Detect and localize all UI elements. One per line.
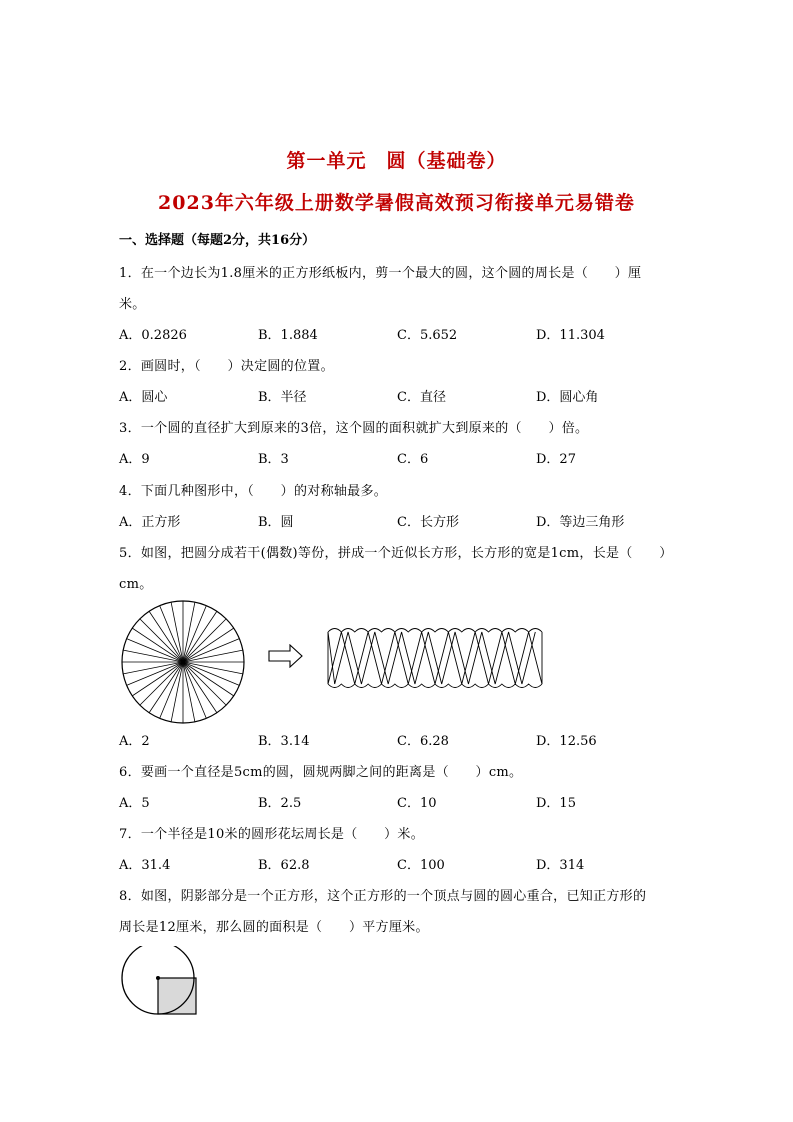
q6-option-a: A．5 (119, 796, 150, 811)
q6-option-c: C．10 (397, 796, 437, 811)
question-5-stem-cont: cm。 (119, 577, 153, 592)
q1-option-a: A．0.2826 (119, 328, 187, 343)
question-8-stem-cont: 周长是12厘米，那么圆的面积是（ ）平方厘米。 (119, 920, 429, 935)
question-8-stem: 8．如图，阴影部分是一个正方形，这个正方形的一个顶点与圆的圆心重合，已知正方形的 (119, 889, 647, 904)
q1-option-d: D．11.304 (536, 328, 605, 343)
question-5-stem: 5．如图，把圆分成若干(偶数)等份，拼成一个近似长方形，长方形的宽是1cm，长是（ ） (119, 546, 673, 561)
question-2-stem: 2．画圆时，（ ）决定圆的位置。 (119, 359, 334, 374)
page-subtitle: 2023年六年级上册数学暑假高效预习衔接单元易错卷 (158, 192, 635, 214)
divided-circle-figure (118, 597, 248, 727)
approximate-rectangle-figure (326, 628, 544, 688)
q3-option-c: C．6 (397, 452, 429, 467)
q3-option-a: A．9 (119, 452, 150, 467)
q7-option-b: B．62.8 (258, 858, 310, 873)
q5-option-d: D．12.56 (536, 734, 597, 749)
q2-option-b: B．半径 (258, 390, 307, 405)
q4-option-b: B．圆 (258, 515, 294, 530)
question-1-stem-cont: 米。 (119, 297, 146, 312)
q3-option-d: D．27 (536, 452, 576, 467)
q5-option-c: C．6.28 (397, 734, 449, 749)
page-title: 第一单元 圆（基础卷） (286, 150, 507, 172)
circle-square-figure (120, 946, 200, 1018)
q2-option-c: C．直径 (397, 390, 446, 405)
right-arrow-icon (268, 644, 304, 668)
question-6-stem: 6．要画一个直径是5cm的圆，圆规两脚之间的距离是（ ）cm。 (119, 765, 523, 780)
question-7-stem: 7．一个半径是10米的圆形花坛周长是（ ）米。 (119, 827, 425, 842)
q7-option-d: D．314 (536, 858, 585, 873)
q4-option-c: C．长方形 (397, 515, 459, 530)
q2-option-a: A．圆心 (119, 390, 168, 405)
q1-option-b: B．1.884 (258, 328, 318, 343)
q1-option-c: C．5.652 (397, 328, 458, 343)
q4-option-d: D．等边三角形 (536, 515, 625, 530)
q4-option-a: A．正方形 (119, 515, 181, 530)
section-heading: 一、选择题（每题2分，共16分） (119, 233, 316, 248)
q7-option-c: C．100 (397, 858, 445, 873)
q7-option-a: A．31.4 (119, 858, 171, 873)
question-3-stem: 3．一个圆的直径扩大到原来的3倍，这个圆的面积就扩大到原来的（ ）倍。 (119, 421, 589, 436)
q2-option-d: D．圆心角 (536, 390, 599, 405)
question-4-stem: 4．下面几种图形中，（ ）的对称轴最多。 (119, 484, 388, 499)
q6-option-d: D．15 (536, 796, 576, 811)
q3-option-b: B．3 (258, 452, 289, 467)
question-1-stem: 1．在一个边长为1.8厘米的正方形纸板内，剪一个最大的圆，这个圆的周长是（ ）厘 (119, 266, 642, 281)
q5-option-b: B．3.14 (258, 734, 310, 749)
q5-option-a: A．2 (119, 734, 150, 749)
q6-option-b: B．2.5 (258, 796, 302, 811)
